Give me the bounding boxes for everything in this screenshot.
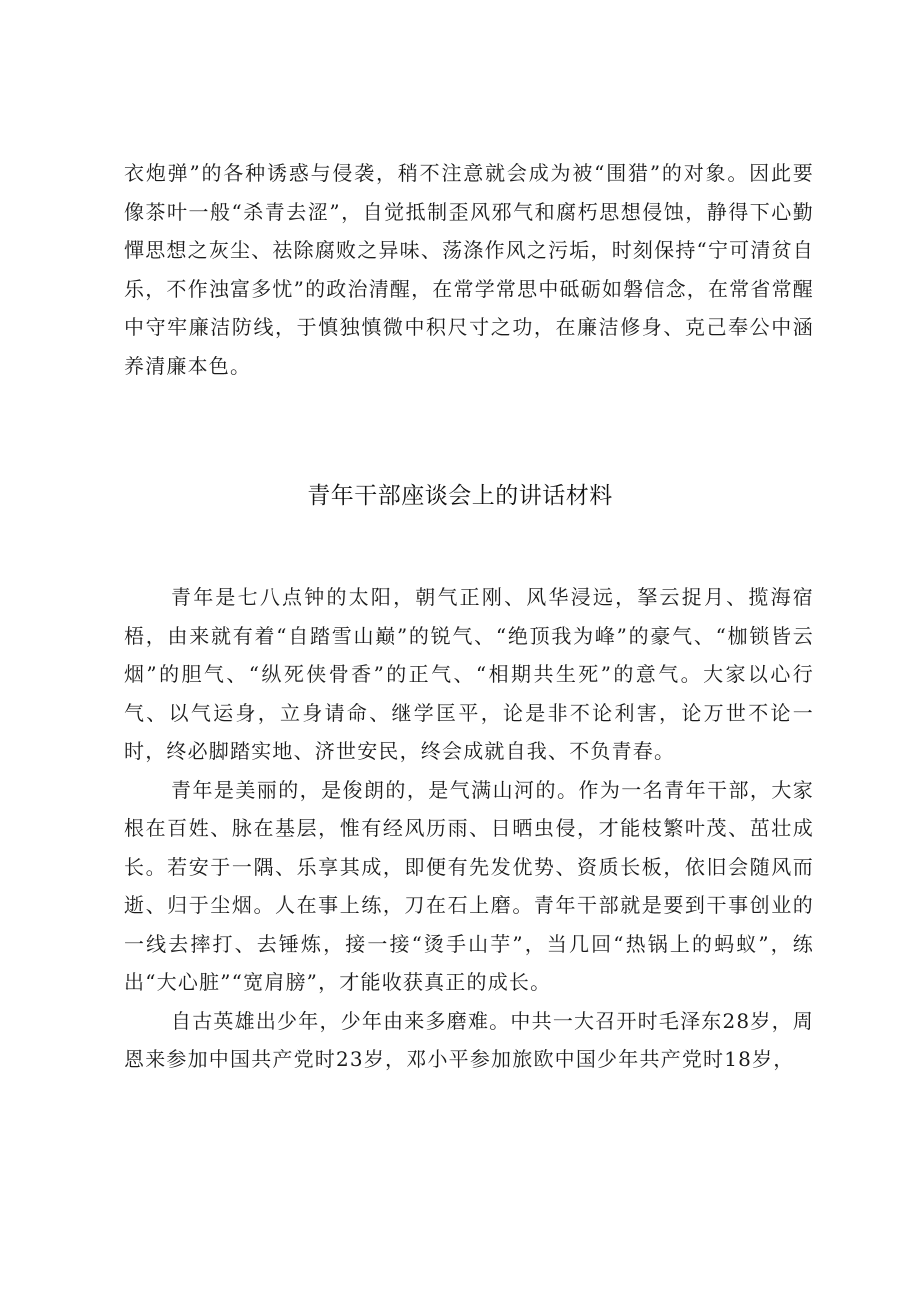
- continuation-paragraph: 衣炮弹”的各种诱惑与侵袭，稍不注意就会成为被“围猎”的对象。因此要像茶叶一般“杀青去涩”，自觉抵制歪风邪气和腐朽思想侵蚀，静得下心勤憚思想之灰尘、祛除腐败之异味、荡涤作风之污垢，时刻保持“宁可清贫自乐，不作浊富多忧”的政治清醒，在常学常思中砥砺如磐信念，在常省常醒中守牢廉洁防线，于慎独慎微中积尺寸之功，在廉洁修身、克己奉公中涵养清廉本色。: [124, 161, 814, 378]
- speech-body: [124, 578, 814, 1079]
- page-title: 青年干部座谈会上的讲话材料: [307, 483, 613, 509]
- paragraph-2: 青年是美丽的，是俊朗的，是气满山河的。作为一名青年干部，大家根在百姓、脉在基层，惟有经风历雨、日晒虫侵，才能枝繁叶茂、茁壮成长。若安于一隅、乐享其成，即便有先发优势、资质长板，依旧会随风而逝、归于尘烟。人在事上练，刀在石上磨。青年干部就是要到干事创业的一线去摔打、去锤炼，接一接“烫手山芋”，当几回“热锅上的蚂蚁”，练出“大心脏”“宽肩膀”，才能收获真正的成长。: [124, 777, 814, 994]
- continuation-block: [124, 154, 814, 385]
- paragraph-3: 自古英雄出少年，少年由来多磨难。中共一大召开时毛泽东28岁，周恩来参加中国共产党时23岁，邓小平参加旅欧中国少年共产党时18岁，: [124, 1008, 814, 1071]
- paragraph-1: 青年是七八点钟的太阳，朝气正刚、风华浸远，拏云捉月、揽海宿梧，由来就有着“自踏雪山巅”的锐气、“绝顶我为峰”的豪气、“枷锁皆云烟”的胆气、“纵死侠骨香”的正气、“相期共生死”的意气。大家以心行气、以气运身，立身请命、继学匡平，论是非不论利害，论万世不论一时，终必脚踏实地、济世安民，终会成就自我、不负青春。: [124, 585, 814, 763]
